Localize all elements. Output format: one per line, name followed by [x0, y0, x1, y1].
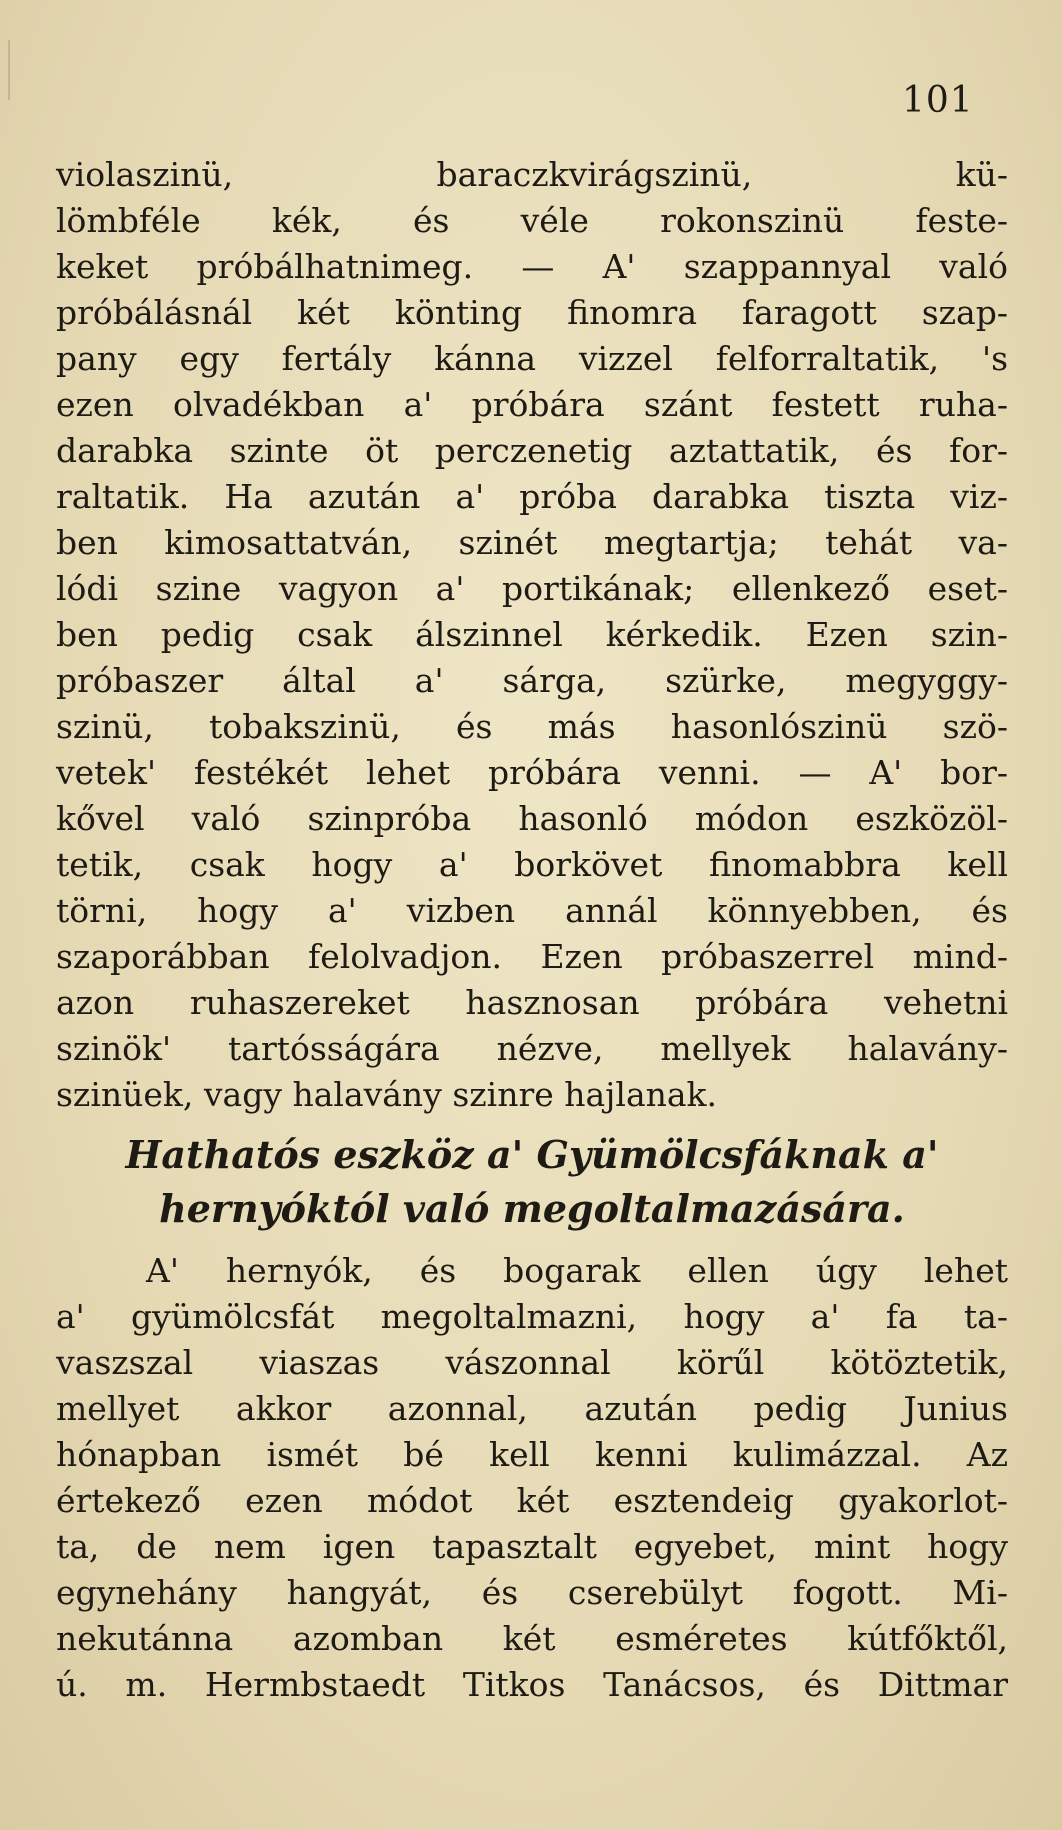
text-line: vetek' festékét lehet próbára venni. — A' bor-	[56, 753, 1008, 792]
text-line: próbálásnál két könting finomra faragott szap-	[56, 293, 1008, 332]
text-line: A' hernyók, és bogarak ellen úgy lehet	[146, 1251, 1008, 1290]
text-line: kővel való szinpróba hasonló módon eszközöl-	[56, 799, 1008, 838]
text-line: próbaszer által a' sárga, szürke, megyggy-	[56, 661, 1008, 700]
text-line: darabka szinte öt perczenetig aztattatik, és for-	[56, 431, 1008, 470]
text-line: nekutánna azomban két esméretes kútfőktől,	[56, 1619, 1008, 1658]
text-line: hónapban ismét bé kell kenni kulimázzal. Az	[56, 1435, 1008, 1474]
text-line: szinüek, vagy halavány szinre hajlanak.	[56, 1075, 718, 1114]
text-line: lódi szine vagyon a' portikának; ellenkező eset-	[56, 569, 1008, 608]
text-line: ben kimosattatván, szinét megtartja; tehát va-	[56, 523, 1008, 562]
text-line: raltatik. Ha azután a' próba darabka tiszta viz-	[56, 477, 1008, 516]
text-line: violaszinü, baraczkvirágszinü, kü-	[56, 155, 1008, 194]
paper-edge-mark	[8, 40, 10, 100]
text-line: ben pedig csak álszinnel kérkedik. Ezen szin-	[56, 615, 1008, 654]
text-line: azon ruhaszereket hasznosan próbára vehetni	[56, 983, 1008, 1022]
text-line: lömbféle kék, és véle rokonszinü feste-	[56, 201, 1008, 240]
text-line: ezen olvadékban a' próbára szánt festett ruha-	[56, 385, 1008, 424]
text-line: ú. m. Hermbstaedt Titkos Tanácsos, és Dittmar	[56, 1665, 1008, 1704]
text-line: pany egy fertály kánna vizzel felforraltatik, 's	[56, 339, 1008, 378]
text-line: mellyet akkor azonnal, azután pedig Junius	[56, 1389, 1008, 1428]
text-line: keket próbálhatnimeg. — A' szappannyal való	[56, 247, 1008, 286]
section-heading: Hathatós eszköz a' Gyümölcsfáknak a'	[125, 1132, 939, 1177]
text-line: tetik, csak hogy a' borkövet finomabbra kell	[56, 845, 1008, 884]
text-line: szinök' tartósságára nézve, mellyek halavány-	[56, 1029, 1008, 1068]
text-line: a' gyümölcsfát megoltalmazni, hogy a' fa ta-	[56, 1297, 1008, 1336]
text-line: szinü, tobakszinü, és más hasonlószinü szö-	[56, 707, 1008, 746]
text-line: törni, hogy a' vizben annál könnyebben, és	[56, 891, 1008, 930]
text-line: értekező ezen módot két esztendeig gyakorlot-	[56, 1481, 1008, 1520]
page-number: 101	[902, 80, 974, 121]
text-line: egynehány hangyát, és cserebülyt fogott. Mi-	[56, 1573, 1008, 1612]
text-line: ta, de nem igen tapasztalt egyebet, mint hogy	[56, 1527, 1008, 1566]
text-line: szaporábban felolvadjon. Ezen próbaszerrel mind-	[56, 937, 1008, 976]
section-heading: hernyóktól való megoltalmazására.	[159, 1186, 905, 1231]
text-line: vaszszal viaszas vászonnal körűl kötöztetik,	[56, 1343, 1008, 1382]
